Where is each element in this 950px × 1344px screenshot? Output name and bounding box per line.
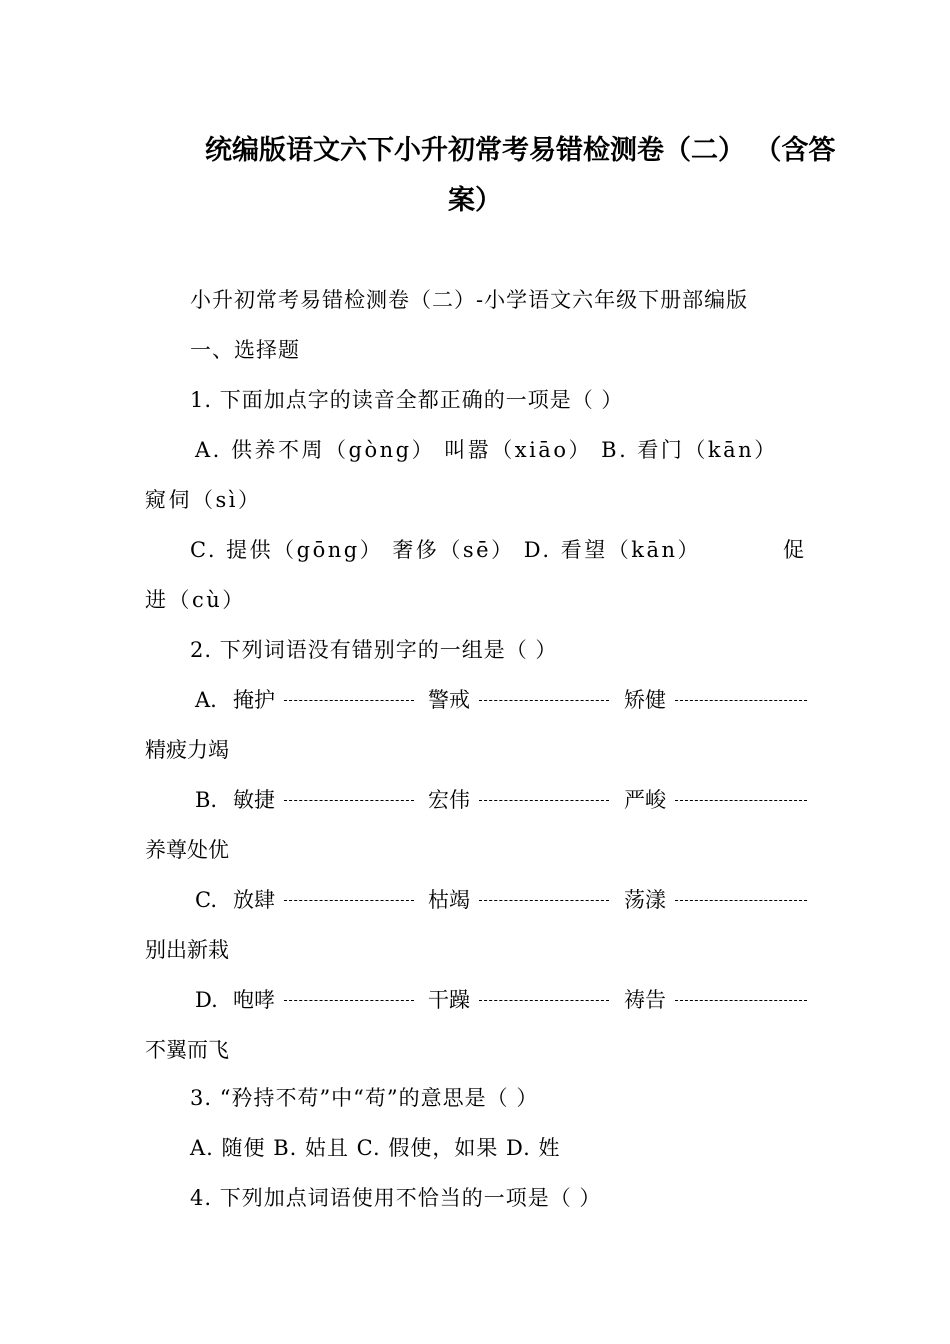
question-1-options-line-1: A. 供养不周（gòng） 叫嚣（xiāo） B. 看门（kān）: [195, 438, 778, 462]
blank-line: [479, 800, 609, 801]
option-label: D.: [195, 988, 218, 1012]
question-2-stem: 2. 下列词语没有错别字的一组是（ ）: [190, 638, 558, 662]
blank-line: [675, 700, 807, 701]
blank-line: [284, 900, 414, 901]
question-1-stem: 1. 下面加点字的读音全都正确的一项是（ ）: [190, 388, 624, 412]
question-4-stem: 4. 下列加点词语使用不恰当的一项是（ ）: [190, 1186, 602, 1210]
option-word: 祷告: [624, 988, 666, 1012]
blank-line: [675, 900, 807, 901]
blank-line: [675, 1000, 807, 1001]
document-title-line-2: 案）: [448, 185, 502, 216]
option-word: 不翼而飞: [145, 1038, 229, 1062]
blank-line: [284, 800, 414, 801]
option-word: 别出新栽: [145, 938, 229, 962]
option-word: 干躁: [428, 988, 470, 1012]
question-3-stem: 3. “矜持不苟”中“苟”的意思是（ ）: [190, 1086, 539, 1110]
section-heading: 一、选择题: [190, 338, 300, 362]
option-word: 严峻: [624, 788, 666, 812]
option-label: C.: [195, 888, 217, 912]
option-word: 掩护: [233, 688, 275, 712]
blank-line: [284, 1000, 414, 1001]
option-word: 警戒: [428, 688, 470, 712]
option-word: 敏捷: [233, 788, 275, 812]
option-word: 宏伟: [428, 788, 470, 812]
option-word: 精疲力竭: [145, 738, 229, 762]
question-1-options-line-2: 窥伺（sì）: [145, 488, 262, 512]
blank-line: [675, 800, 807, 801]
subtitle: 小升初常考易错检测卷（二）-小学语文六年级下册部编版: [190, 288, 749, 312]
option-word: 养尊处优: [145, 838, 229, 862]
question-3-options: A. 随便 B. 姑且 C. 假使，如果 D. 姓: [190, 1136, 561, 1160]
option-word: 咆哮: [233, 988, 275, 1012]
blank-line: [479, 700, 609, 701]
blank-line: [284, 700, 414, 701]
option-word: 矫健: [624, 688, 666, 712]
question-1-options-line-3: C. 提供（gōng） 奢侈（sē） D. 看望（kān）: [190, 538, 701, 562]
document-title-line-1: 统编版语文六下小升初常考易错检测卷（二） （含答: [205, 135, 836, 166]
blank-line: [479, 900, 609, 901]
option-word: 荡漾: [624, 888, 666, 912]
option-word: 枯竭: [428, 888, 470, 912]
question-1-options-line-3-end: 促: [783, 538, 805, 562]
option-label: A.: [195, 688, 217, 712]
blank-line: [479, 1000, 609, 1001]
question-1-options-line-4: 进（cù）: [145, 588, 246, 612]
option-label: B.: [195, 788, 218, 812]
option-word: 放肆: [233, 888, 275, 912]
